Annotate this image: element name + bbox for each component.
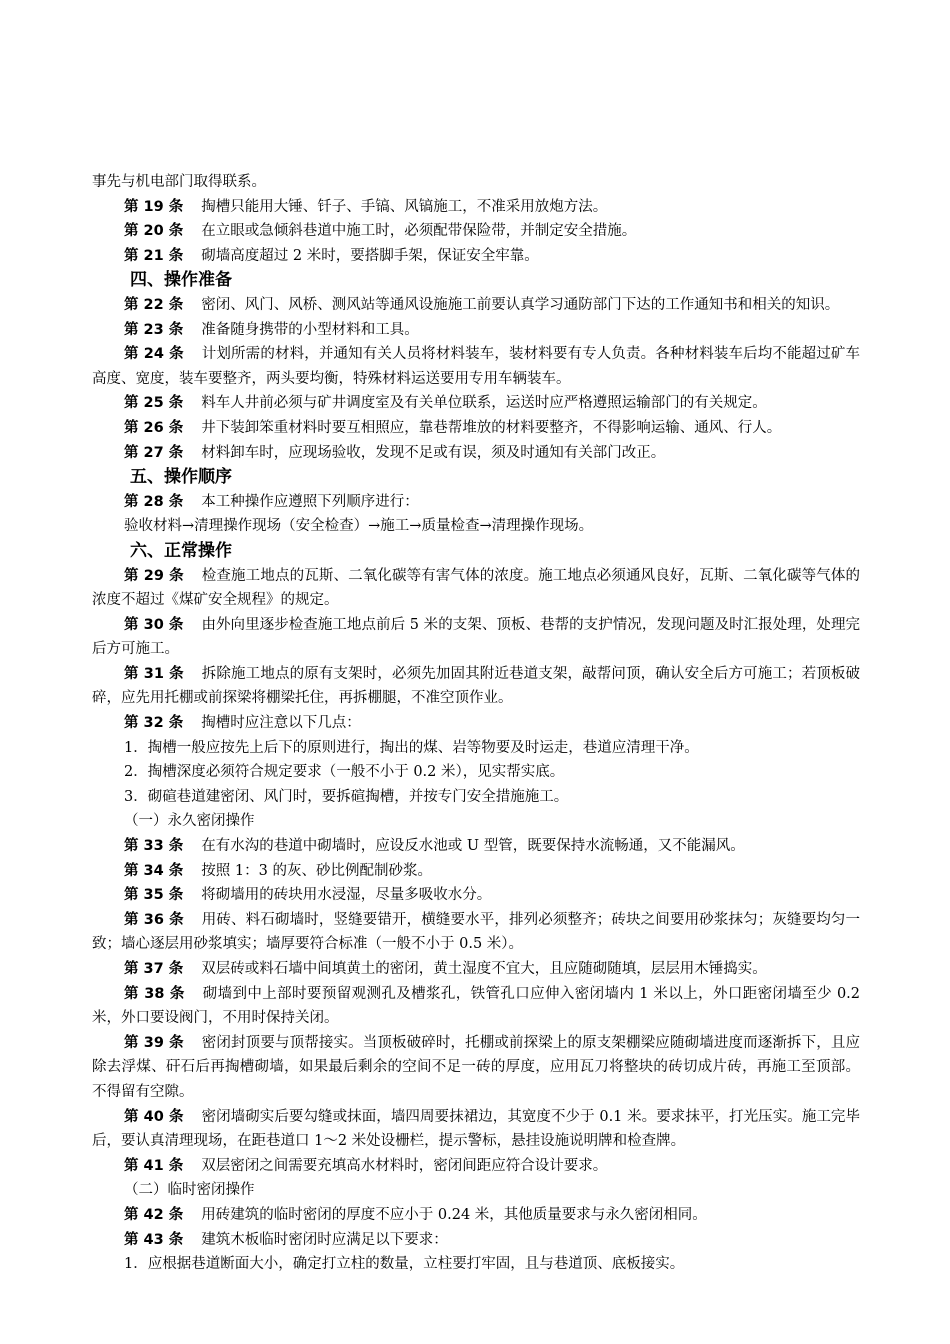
article-number: 第 32 条 xyxy=(124,715,184,732)
article-paragraph xyxy=(92,613,860,662)
article-paragraph xyxy=(92,883,860,908)
section-heading: 四、操作准备 xyxy=(130,270,232,291)
article-paragraph xyxy=(92,859,860,884)
subsection-heading: （一）永久密闭操作 xyxy=(124,813,255,830)
article-paragraph xyxy=(92,711,860,736)
article-number: 第 38 条 xyxy=(124,985,185,1002)
article-number: 第 21 条 xyxy=(124,247,184,264)
body-paragraph: 1．应根据巷道断面大小，确定打立柱的数量，立柱要打牢固，且与巷道顶、底板接实。 xyxy=(124,1256,685,1273)
article-text: 密闭墙砌实后要勾缝或抹面，墙四周要抹裙边，其宽度不少于 0.1 米。要求抹平，打光压实。施工完毕后，要认真清理现场，在距巷道口 1～2 米处设栅栏，提示警标，悬挂设施说明牌和检查牌。 xyxy=(92,1108,860,1150)
document-body xyxy=(92,170,860,1277)
article-text: 密闭、风门、风桥、测风站等通风设施施工前要认真学习通防部门下达的工作通知书和相关的知识。 xyxy=(201,296,840,313)
article-paragraph xyxy=(92,1031,860,1105)
article-paragraph xyxy=(92,908,860,957)
section-heading: 六、正常操作 xyxy=(130,540,232,561)
article-text: 按照 1：3 的灰、砂比例配制砂浆。 xyxy=(201,862,432,879)
article-paragraph xyxy=(92,982,860,1031)
article-number: 第 39 条 xyxy=(124,1034,184,1051)
article-paragraph xyxy=(92,244,860,269)
article-paragraph xyxy=(92,219,860,244)
article-text: 用砖建筑的临时密闭的厚度不应小于 0.24 米，其他质量要求与永久密闭相同。 xyxy=(201,1206,707,1223)
body-paragraph: 3．砌碹巷道建密闭、风门时，要拆碹掏槽，并按专门安全措施施工。 xyxy=(124,788,569,805)
article-text: 建筑木板临时密闭时应满足以下要求： xyxy=(201,1231,448,1248)
article-text: 计划所需的材料，并通知有关人员将材料装车，装材料要有专人负责。各种材料装车后均不能超过矿车高度、宽度，装车要整齐，两头要均衡，特殊材料运送要用专用车辆装车。 xyxy=(92,346,860,387)
article-number: 第 22 条 xyxy=(124,296,184,313)
article-text: 本工种操作应遵照下列顺序进行： xyxy=(201,493,419,510)
article-paragraph xyxy=(92,564,860,613)
article-number: 第 20 条 xyxy=(124,223,184,240)
article-number: 第 30 条 xyxy=(124,616,184,633)
article-number: 第 23 条 xyxy=(124,321,184,338)
article-number: 第 34 条 xyxy=(124,862,184,879)
article-text: 料车人井前必须与矿井调度室及有关单位联系，运送时应严格遵照运输部门的有关规定。 xyxy=(201,395,767,412)
article-text: 在立眼或急倾斜巷道中施工时，必须配带保险带，并制定安全措施。 xyxy=(201,223,637,240)
article-text: 在有水沟的巷道中砌墙时，应设反水池或 U 型管，既要保持水流畅通，又不能漏风。 xyxy=(201,838,745,855)
article-text: 砌墙到中上部时要预留观测孔及槽浆孔，铁管孔口应伸入密闭墙内 1 米以上，外口距密闭墙至少 0.2 米，外口要设阀门，不用时保持关闭。 xyxy=(92,985,861,1027)
article-number: 第 43 条 xyxy=(124,1231,184,1248)
article-text: 检查施工地点的瓦斯、二氧化碳等有害气体的浓度。施工地点必须通风良好，瓦斯、二氧化碳等气体的浓度不超过《煤矿安全规程》的规定。 xyxy=(92,567,860,609)
body-paragraph: 1．掏槽一般应按先上后下的原则进行，掏出的煤、岩等物要及时运走，巷道应清理干净。 xyxy=(124,739,699,756)
article-paragraph xyxy=(92,1203,860,1228)
article-paragraph xyxy=(92,957,860,982)
article-text: 井下装卸笨重材料时要互相照应，靠巷帮堆放的材料要整齐，不得影响运输、通风、行人。 xyxy=(201,419,782,436)
article-paragraph xyxy=(92,318,860,343)
article-number: 第 29 条 xyxy=(124,567,184,584)
article-number: 第 40 条 xyxy=(124,1108,184,1125)
article-number: 第 25 条 xyxy=(124,395,184,412)
article-text: 密闭封顶要与顶帮接实。当顶板破碎时，托棚或前探梁上的原支架棚梁应随砌墙进度而逐渐拆下，且应除去浮煤、矸石后再掏槽砌墙，如果最后剩余的空间不足一砖的厚度，应用瓦刀将整块的砖切成片砖，再施工至顶部。不得留有空隙。 xyxy=(92,1034,860,1100)
article-paragraph xyxy=(92,662,860,711)
article-paragraph xyxy=(92,1154,860,1179)
article-number: 第 37 条 xyxy=(124,961,184,977)
article-paragraph xyxy=(92,342,860,391)
body-paragraph: 2．掏槽深度必须符合规定要求（一般不小于 0.2 米），见实帮实底。 xyxy=(124,764,565,781)
article-paragraph xyxy=(92,490,860,515)
article-paragraph xyxy=(92,391,860,416)
article-text: 双层砖或料石墙中间填黄土的密闭，黄土湿度不宜大，且应随砌随填，层层用木锤捣实。 xyxy=(201,961,767,977)
article-number: 第 35 条 xyxy=(124,887,184,904)
article-paragraph xyxy=(92,416,860,441)
body-paragraph: 事先与机电部门取得联系。 xyxy=(92,174,266,190)
article-number: 第 24 条 xyxy=(124,346,184,363)
article-text: 拆除施工地点的原有支架时，必须先加固其附近巷道支架，敲帮问顶，确认安全后方可施工；若顶板破碎，应先用托棚或前探梁将棚梁托住，再拆棚腿，不准空顶作业。 xyxy=(92,665,860,707)
section-heading: 五、操作顺序 xyxy=(130,467,232,488)
article-text: 材料卸车时，应现场验收，发现不足或有误，须及时通知有关部门改正。 xyxy=(201,444,666,461)
article-number: 第 31 条 xyxy=(124,665,184,682)
article-text: 双层密闭之间需要充填高水材料时，密闭间距应符合设计要求。 xyxy=(201,1157,608,1174)
article-number: 第 41 条 xyxy=(124,1157,184,1174)
subsection-heading: （二）临时密闭操作 xyxy=(124,1182,255,1199)
article-number: 第 33 条 xyxy=(124,838,184,855)
article-text: 由外向里逐步检查施工地点前后 5 米的支架、顶板、巷帮的支护情况，发现问题及时汇报处理，处理完后方可施工。 xyxy=(92,616,860,658)
article-paragraph xyxy=(92,293,860,318)
article-number: 第 36 条 xyxy=(124,911,184,928)
article-paragraph xyxy=(92,195,860,220)
article-number: 第 42 条 xyxy=(124,1206,184,1223)
article-text: 砌墙高度超过 2 米时，要搭脚手架，保证安全牢靠。 xyxy=(201,247,539,264)
article-paragraph xyxy=(92,834,860,859)
article-text: 掏槽时应注意以下几点： xyxy=(201,715,361,732)
body-paragraph: 验收材料→清理操作现场（安全检查）→施工→质量检查→清理操作现场。 xyxy=(124,518,594,535)
article-text: 将砌墙用的砖块用水浸湿，尽量多吸收水分。 xyxy=(201,887,492,904)
article-number: 第 26 条 xyxy=(124,419,184,436)
article-text: 用砖、料石砌墙时，竖缝要错开，横缝要水平，排列必须整齐；砖块之间要用砂浆抹匀；灰缝要均匀一致；墙心逐层用砂浆填实；墙厚要符合标准（一般不小于 0.5 米）。 xyxy=(92,911,860,953)
article-paragraph xyxy=(92,1228,860,1253)
article-paragraph xyxy=(92,441,860,466)
article-text: 准备随身携带的小型材料和工具。 xyxy=(201,321,419,338)
article-paragraph xyxy=(92,1105,860,1154)
article-number: 第 27 条 xyxy=(124,444,184,461)
article-number: 第 28 条 xyxy=(124,493,184,510)
article-text: 掏槽只能用大锤、钎子、手镐、风镐施工，不准采用放炮方法。 xyxy=(201,198,608,215)
article-number: 第 19 条 xyxy=(124,198,184,215)
